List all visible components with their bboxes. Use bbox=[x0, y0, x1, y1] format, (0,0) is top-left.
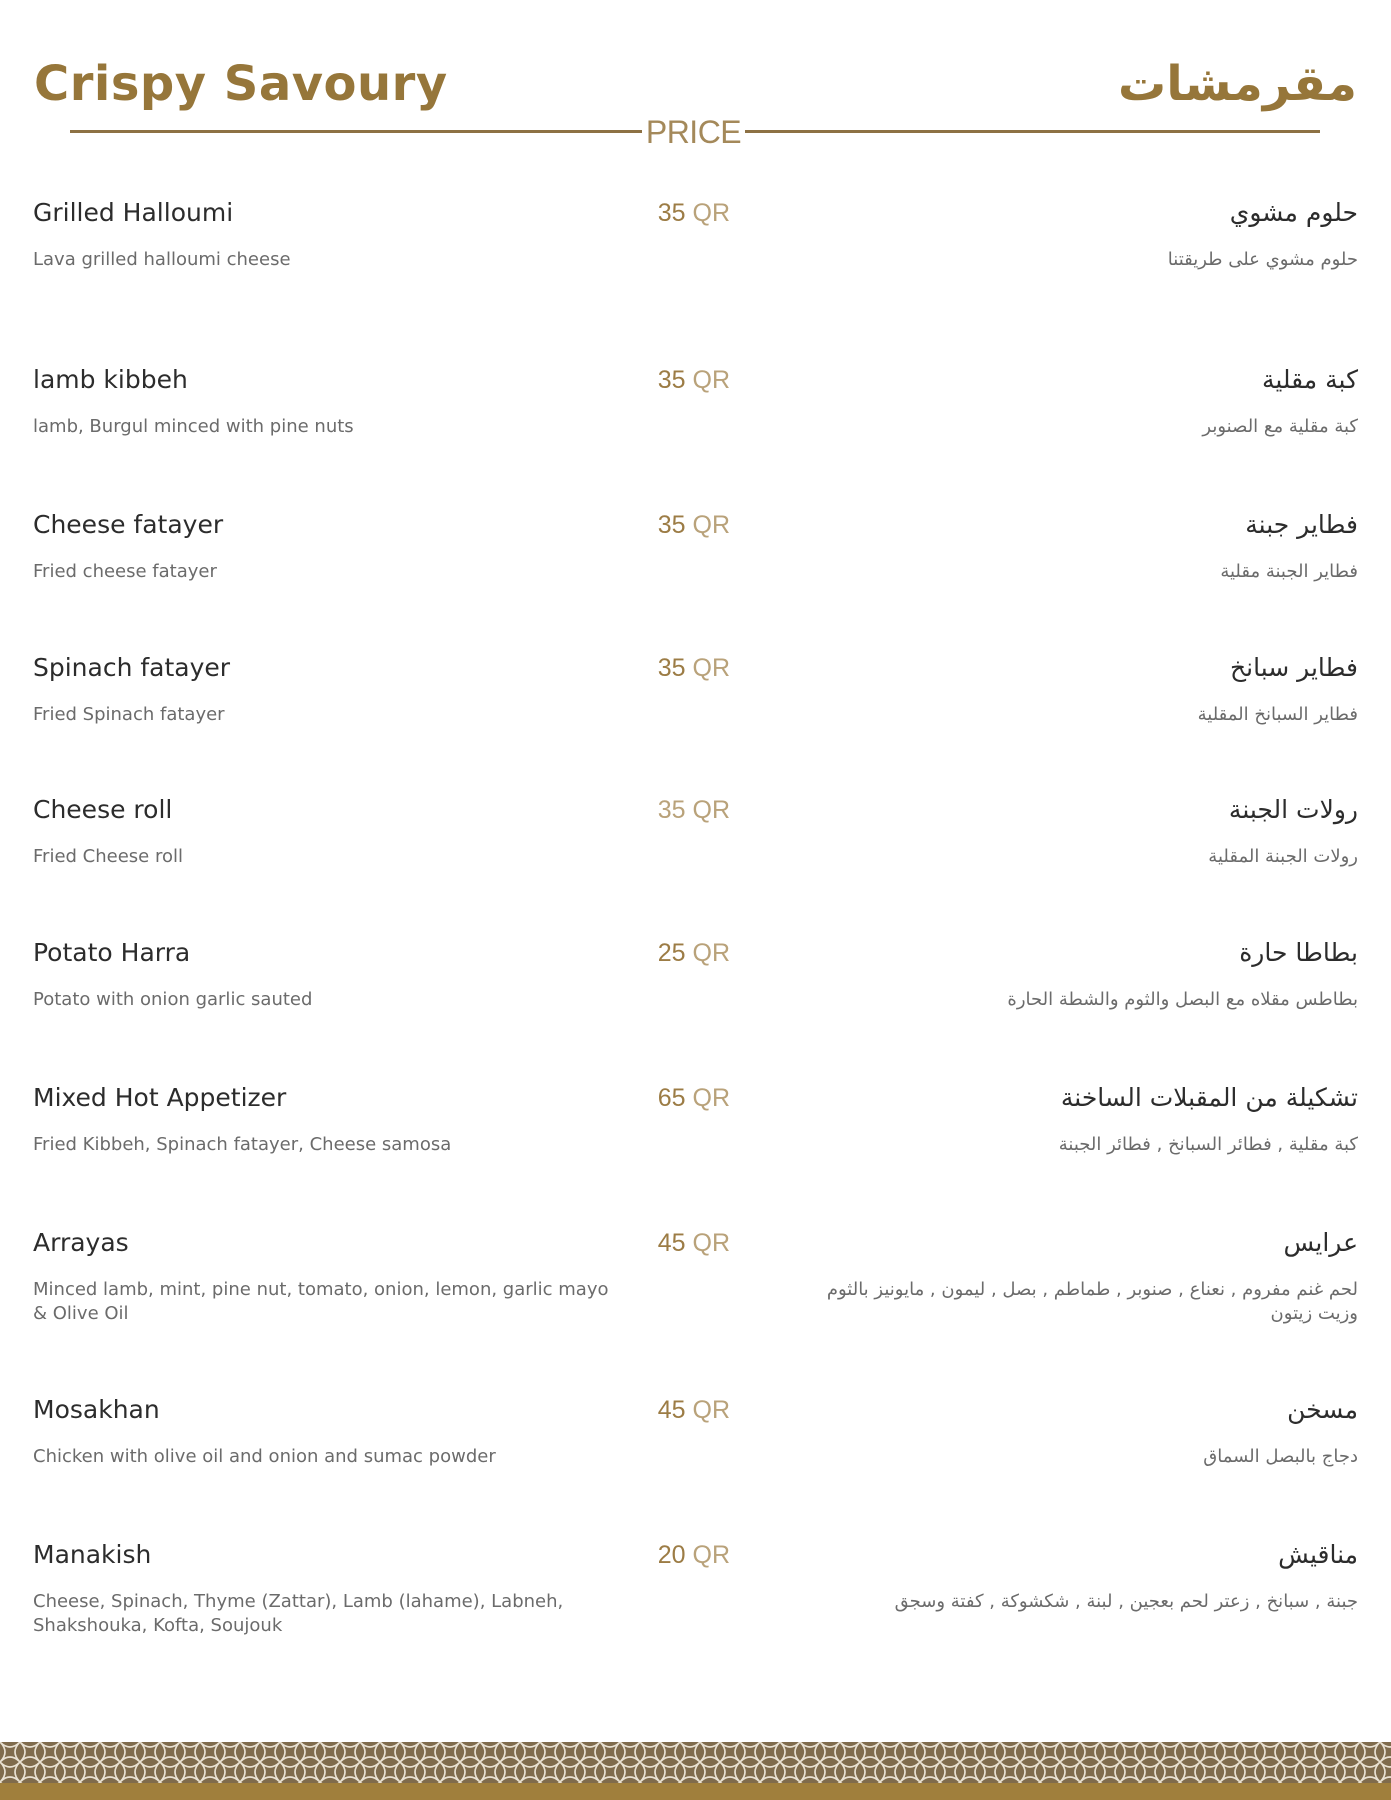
item-name-english: Potato Harra bbox=[33, 938, 191, 967]
item-name-arabic: حلوم مشوي bbox=[1229, 198, 1358, 227]
item-name-arabic: مناقيش bbox=[1278, 1540, 1358, 1569]
item-description-english: Cheese, Spinach, Thyme (Zattar), Lamb (lahame), Labneh, Shakshouka, Kofta, Soujouk bbox=[33, 1591, 564, 1636]
decorative-pattern-band bbox=[0, 1742, 1391, 1783]
item-description-arabic: كبة مقلية مع الصنوبر bbox=[1202, 416, 1358, 437]
price-currency: QR bbox=[692, 939, 730, 967]
price-currency: QR bbox=[692, 654, 730, 682]
item-name-english: Arrayas bbox=[33, 1228, 129, 1257]
price-amount: 45 bbox=[657, 1229, 686, 1257]
header-rule-right bbox=[745, 130, 1320, 133]
section-title-english: Crispy Savoury bbox=[34, 56, 448, 112]
price-amount: 25 bbox=[657, 939, 686, 967]
price-currency: QR bbox=[692, 511, 730, 539]
price-currency: QR bbox=[692, 199, 730, 227]
item-price bbox=[620, 1228, 730, 1258]
item-description-english: lamb, Burgul minced with pine nuts bbox=[33, 416, 354, 437]
section-title-arabic: مقرمشات bbox=[1118, 56, 1357, 112]
price-amount: 35 bbox=[657, 511, 686, 539]
item-description-arabic: كبة مقلية , فطائر السبانخ , فطائر الجبنة bbox=[1058, 1134, 1358, 1155]
item-price bbox=[620, 365, 730, 395]
price-amount: 35 bbox=[657, 654, 686, 682]
item-name-english: Mixed Hot Appetizer bbox=[33, 1083, 287, 1112]
item-description-english: Fried cheese fatayer bbox=[33, 561, 217, 582]
item-description-arabic: رولات الجبنة المقلية bbox=[1208, 846, 1358, 867]
item-name-english: Manakish bbox=[33, 1540, 152, 1569]
item-description-arabic: فطاير الجبنة مقلية bbox=[1220, 561, 1358, 582]
item-name-arabic: تشكيلة من المقبلات الساخنة bbox=[1060, 1083, 1358, 1112]
item-name-english: Cheese fatayer bbox=[33, 510, 224, 539]
item-name-english: lamb kibbeh bbox=[33, 365, 188, 394]
price-amount: 65 bbox=[657, 1084, 686, 1112]
item-name-arabic: مسخن bbox=[1287, 1395, 1358, 1424]
item-name-english: Mosakhan bbox=[33, 1395, 160, 1424]
item-description-arabic: فطاير السبانخ المقلية bbox=[1197, 704, 1358, 725]
item-price bbox=[620, 653, 730, 683]
price-currency: QR bbox=[692, 1541, 730, 1569]
item-price bbox=[620, 1395, 730, 1425]
header-rule-left bbox=[70, 130, 642, 133]
price-currency: QR bbox=[692, 366, 730, 394]
item-price bbox=[620, 1540, 730, 1570]
item-description-arabic: بطاطس مقلاه مع البصل والثوم والشطة الحارة bbox=[1007, 989, 1358, 1010]
item-description-english: Minced lamb, mint, pine nut, tomato, onion, lemon, garlic mayo & Olive Oil bbox=[33, 1279, 609, 1324]
price-amount: 35 bbox=[657, 796, 686, 824]
bottom-color-band bbox=[0, 1783, 1391, 1800]
item-description-english: Fried Kibbeh, Spinach fatayer, Cheese samosa bbox=[33, 1134, 452, 1155]
item-name-arabic: عرايس bbox=[1283, 1228, 1358, 1257]
item-description-english: Potato with onion garlic sauted bbox=[33, 989, 313, 1010]
price-amount: 20 bbox=[657, 1541, 686, 1569]
price-currency: QR bbox=[692, 1229, 730, 1257]
item-description-english: Fried Spinach fatayer bbox=[33, 704, 225, 725]
item-price bbox=[620, 1083, 730, 1113]
item-description-arabic: لحم غنم مفروم , نعناع , صنوبر , طماطم , بصل , ليمون , مايونيز بالثوم وزيت زيتون bbox=[826, 1279, 1358, 1324]
item-description-english: Chicken with olive oil and onion and sumac powder bbox=[33, 1446, 496, 1467]
price-amount: 45 bbox=[657, 1396, 686, 1424]
price-currency: QR bbox=[692, 796, 730, 824]
item-name-english: Spinach fatayer bbox=[33, 653, 231, 682]
item-description-arabic: حلوم مشوي على طريقتنا bbox=[1167, 249, 1358, 270]
price-currency: QR bbox=[692, 1084, 730, 1112]
item-price bbox=[620, 795, 730, 825]
item-description-english: Lava grilled halloumi cheese bbox=[33, 249, 291, 270]
price-amount: 35 bbox=[657, 366, 686, 394]
item-description-arabic: جبنة , سبانخ , زعتر لحم بعجين , لبنة , شكشوكة , كفتة وسجق bbox=[894, 1591, 1358, 1612]
item-name-arabic: كبة مقلية bbox=[1261, 365, 1358, 394]
price-column-label: PRICE bbox=[645, 114, 742, 150]
item-price bbox=[620, 938, 730, 968]
price-currency: QR bbox=[692, 1396, 730, 1424]
item-name-arabic: بطاطا حارة bbox=[1239, 938, 1358, 967]
item-description-english: Fried Cheese roll bbox=[33, 846, 183, 867]
item-name-arabic: رولات الجبنة bbox=[1228, 795, 1358, 824]
item-description-arabic: دجاج بالبصل السماق bbox=[1203, 1446, 1358, 1467]
item-name-english: Grilled Halloumi bbox=[33, 198, 234, 227]
item-price bbox=[620, 510, 730, 540]
item-name-english: Cheese roll bbox=[33, 795, 173, 824]
price-amount: 35 bbox=[657, 199, 686, 227]
item-name-arabic: فطاير سبانخ bbox=[1230, 653, 1358, 682]
item-price bbox=[620, 198, 730, 228]
geometric-pattern bbox=[0, 1742, 1391, 1783]
item-name-arabic: فطاير جبنة bbox=[1245, 510, 1358, 539]
